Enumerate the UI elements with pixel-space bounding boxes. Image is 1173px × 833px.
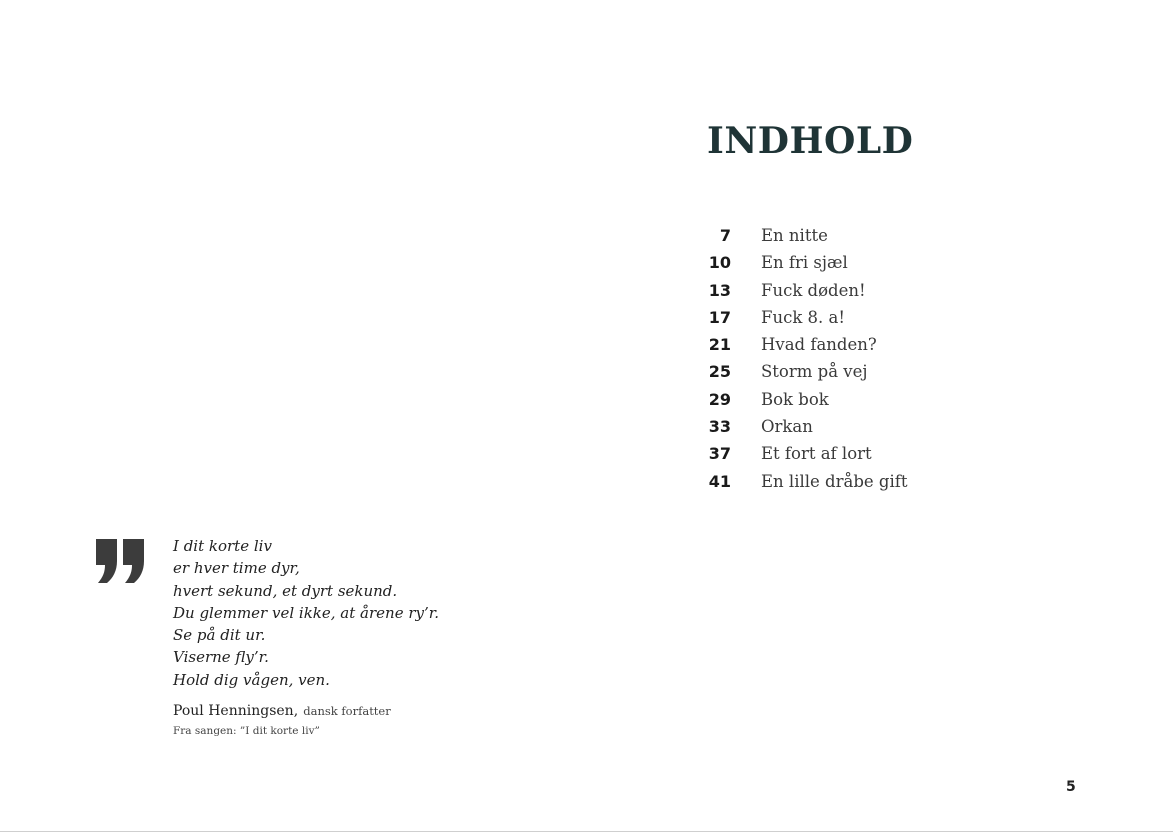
toc-chapter-title: Fuck døden! (761, 280, 866, 300)
toc-entry (700, 468, 960, 495)
toc-chapter-title: En nitte (761, 226, 828, 245)
toc-entry (700, 358, 960, 385)
quote-line: Se på dit ur. (173, 626, 266, 645)
quote-source: Fra sangen: ”I dit korte liv” (173, 725, 320, 737)
toc-page-number: 7 (719, 226, 731, 245)
toc-entry (700, 386, 960, 413)
toc-entry (700, 277, 960, 304)
toc-page-number: 10 (708, 253, 731, 273)
toc-page-number: 13 (708, 280, 731, 300)
author-name: Poul Henningsen, (173, 703, 299, 719)
toc-entry (700, 413, 960, 440)
toc-page-number: 21 (708, 335, 731, 355)
quote-attribution (173, 700, 391, 719)
toc-page-number: 33 (708, 417, 731, 437)
toc-chapter-title: Fuck 8. a! (761, 307, 846, 327)
toc-chapter-title: Storm på vej (761, 362, 868, 382)
quote-line: Viserne fly’r. (173, 648, 269, 667)
toc-chapter-title: Hvad fanden? (761, 335, 877, 355)
quote-line: I dit korte liv (173, 537, 272, 555)
toc-chapter-title: Et fort af lort (761, 444, 872, 464)
author-role: dansk forfatter (303, 704, 391, 718)
bottom-divider (0, 831, 1173, 832)
quote-line: er hver time dyr, (173, 559, 300, 578)
toc-chapter-title: Bok bok (761, 389, 829, 409)
toc-page-number: 41 (708, 471, 731, 491)
toc-entry (700, 304, 960, 331)
quotation-mark-icon (96, 538, 146, 584)
toc-entry (700, 440, 960, 467)
toc-entry (700, 249, 960, 276)
toc-page-number: 25 (708, 362, 731, 382)
toc-chapter-title: En fri sjæl (761, 253, 848, 273)
quote-text (173, 535, 439, 691)
toc-chapter-title: En lille dråbe gift (761, 471, 908, 491)
toc-entry (700, 222, 960, 249)
quote-line: hvert sekund, et dyrt sekund. (173, 581, 398, 600)
toc-chapter-title: Orkan (761, 417, 813, 437)
quote-line: Du glemmer vel ikke, at årene ry’r. (173, 603, 440, 622)
quote-line: Hold dig vågen, ven. (173, 670, 330, 689)
toc-entry (700, 331, 960, 358)
toc-page-number: 29 (708, 389, 731, 409)
page-number: 5 (1066, 779, 1076, 795)
toc-title: INDHOLD (707, 120, 914, 163)
toc-list (700, 222, 960, 495)
toc-page-number: 17 (708, 307, 731, 327)
toc-page-number: 37 (708, 444, 731, 464)
